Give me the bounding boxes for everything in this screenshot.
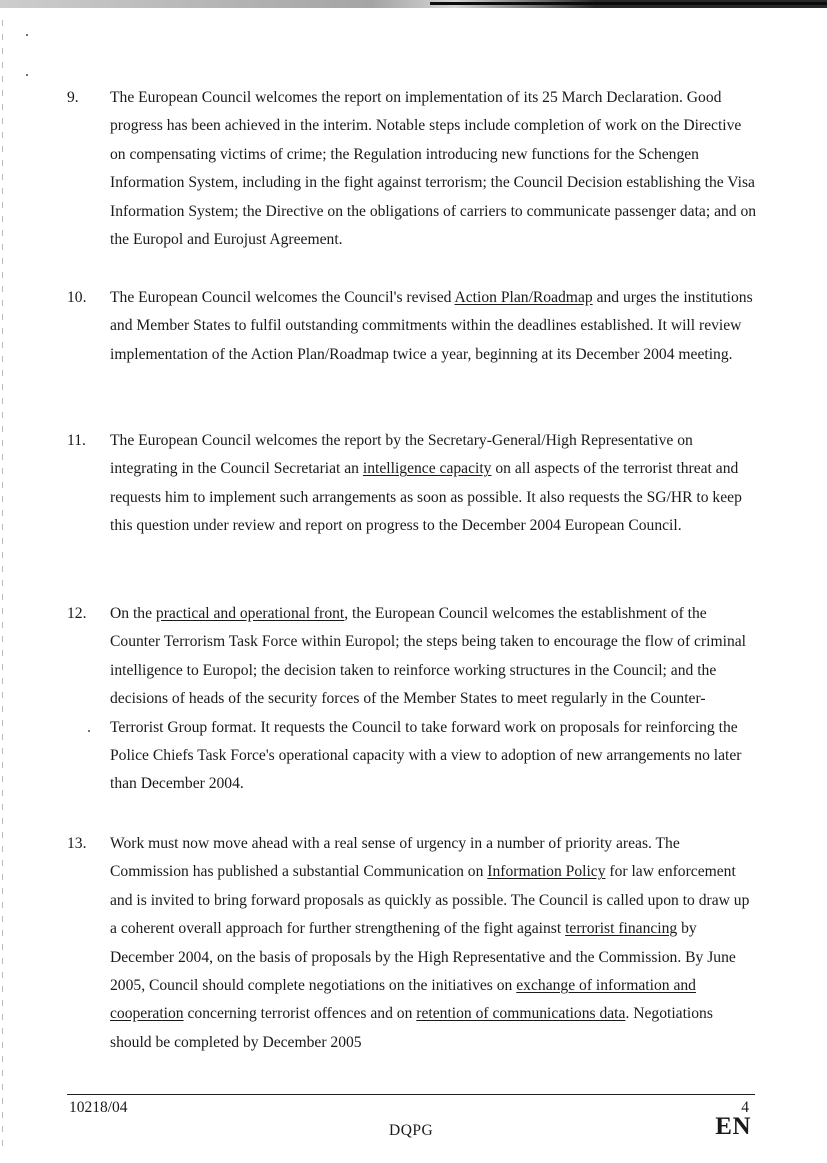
text-segment: Work must now move ahead with a real sense of urgency in a number of priority areas. The Commission has published a substantial Communication on <box>110 835 680 881</box>
text-segment: The European Council welcomes the Council's revised <box>110 289 455 306</box>
underlined-term: terrorist financing <box>565 920 678 938</box>
text-segment: concerning terrorist offences and on <box>183 1005 417 1023</box>
paragraph-text <box>110 830 757 1057</box>
scan-speck <box>26 74 28 76</box>
paragraph-9 <box>67 84 757 254</box>
text-segment: The European Council welcomes the report by the Secretary-General/High Representative on integrating in the Council Secretariat an <box>110 432 693 478</box>
underlined-term: Information Policy <box>487 863 606 881</box>
text-segment: On the <box>110 605 156 622</box>
underlined-term: Action Plan/Roadmap <box>454 289 593 306</box>
paragraph-13 <box>67 830 757 1057</box>
paragraph-text <box>110 427 757 541</box>
paragraph-number: 10. <box>67 289 87 306</box>
paragraph-text <box>110 84 757 254</box>
paragraph-number: 11. <box>67 432 86 449</box>
scan-left-edge <box>2 20 3 1150</box>
paragraph-number: 9. <box>67 89 79 106</box>
underlined-term: exchange of information and cooperation <box>110 977 696 1023</box>
text-segment: for law enforcement and is invited to bring forward proposals as quickly as possible. The Council is called upon to draw up a coherent overall approach for further strengthening of the fight against <box>110 863 750 938</box>
text-segment: on all aspects of the terrorist threat and requests him to implement such arrangements as soon as possible. It also requests the SG/HR to keep this question under review and report on progress to the December 2004 European Council. <box>110 460 742 535</box>
underlined-term: intelligence capacity <box>362 460 492 478</box>
text-segment: by December 2004, on the basis of proposals by the High Representative and the Commission. By June 2005, Council should complete negotiations on the initiatives on <box>110 920 736 995</box>
text-segment: . Negotiations should be completed by December 2005 <box>110 1005 713 1051</box>
footer-rule <box>67 1094 755 1095</box>
language-code: EN <box>715 1113 751 1140</box>
scan-speck <box>26 34 28 36</box>
underlined-term: practical and operational front <box>155 605 345 622</box>
department-code: DQPG <box>389 1122 434 1139</box>
underlined-term: retention of communications data <box>416 1005 626 1023</box>
page-number: 4 <box>741 1099 749 1116</box>
paragraph-number: 13. <box>67 835 87 852</box>
paragraph-11 <box>67 427 757 541</box>
paragraph-number: 12. <box>67 605 87 622</box>
text-segment: and urges the institutions and Member States to fulfil outstanding commitments within the deadlines established. It will review implementation of the Action Plan/Roadmap twice a year, beginning at its December 2004 meeting. <box>110 289 753 363</box>
paragraph-12 <box>67 600 757 799</box>
paragraph-text <box>110 600 757 799</box>
scan-top-line <box>430 2 827 5</box>
text-segment: , the European Council welcomes the establishment of the Counter Terrorism Task Force within Europol; the steps being taken to encourage the flow of criminal intelligence to Europol; the decision taken to reinforce working structures in the Council; and the decisions of heads of the security forces of the Member States to meet regularly in the Counter-Terrorist Group format. It requests the Council to take forward work on proposals for reinforcing the Police Chiefs Task Force's operational capacity with a view to adoption of new arrangements no later than December 2004. <box>110 605 746 793</box>
paragraph-text <box>110 284 757 369</box>
document-reference: 10218/04 <box>69 1099 128 1116</box>
paragraph-10 <box>67 284 757 369</box>
text-segment: The European Council welcomes the report on implementation of its 25 March Declaration. Good progress has been achieved in the interim. Notable steps include completion of work on the Directive on compensating victims of crime; the Regulation introducing new functions for the Schengen Information System, including in the fight against terrorism; the Council Decision establishing the Visa Information System; the Directive on the obligations of carriers to communicate passenger data; and on the Europol and Eurojust Agreement. <box>110 89 757 249</box>
